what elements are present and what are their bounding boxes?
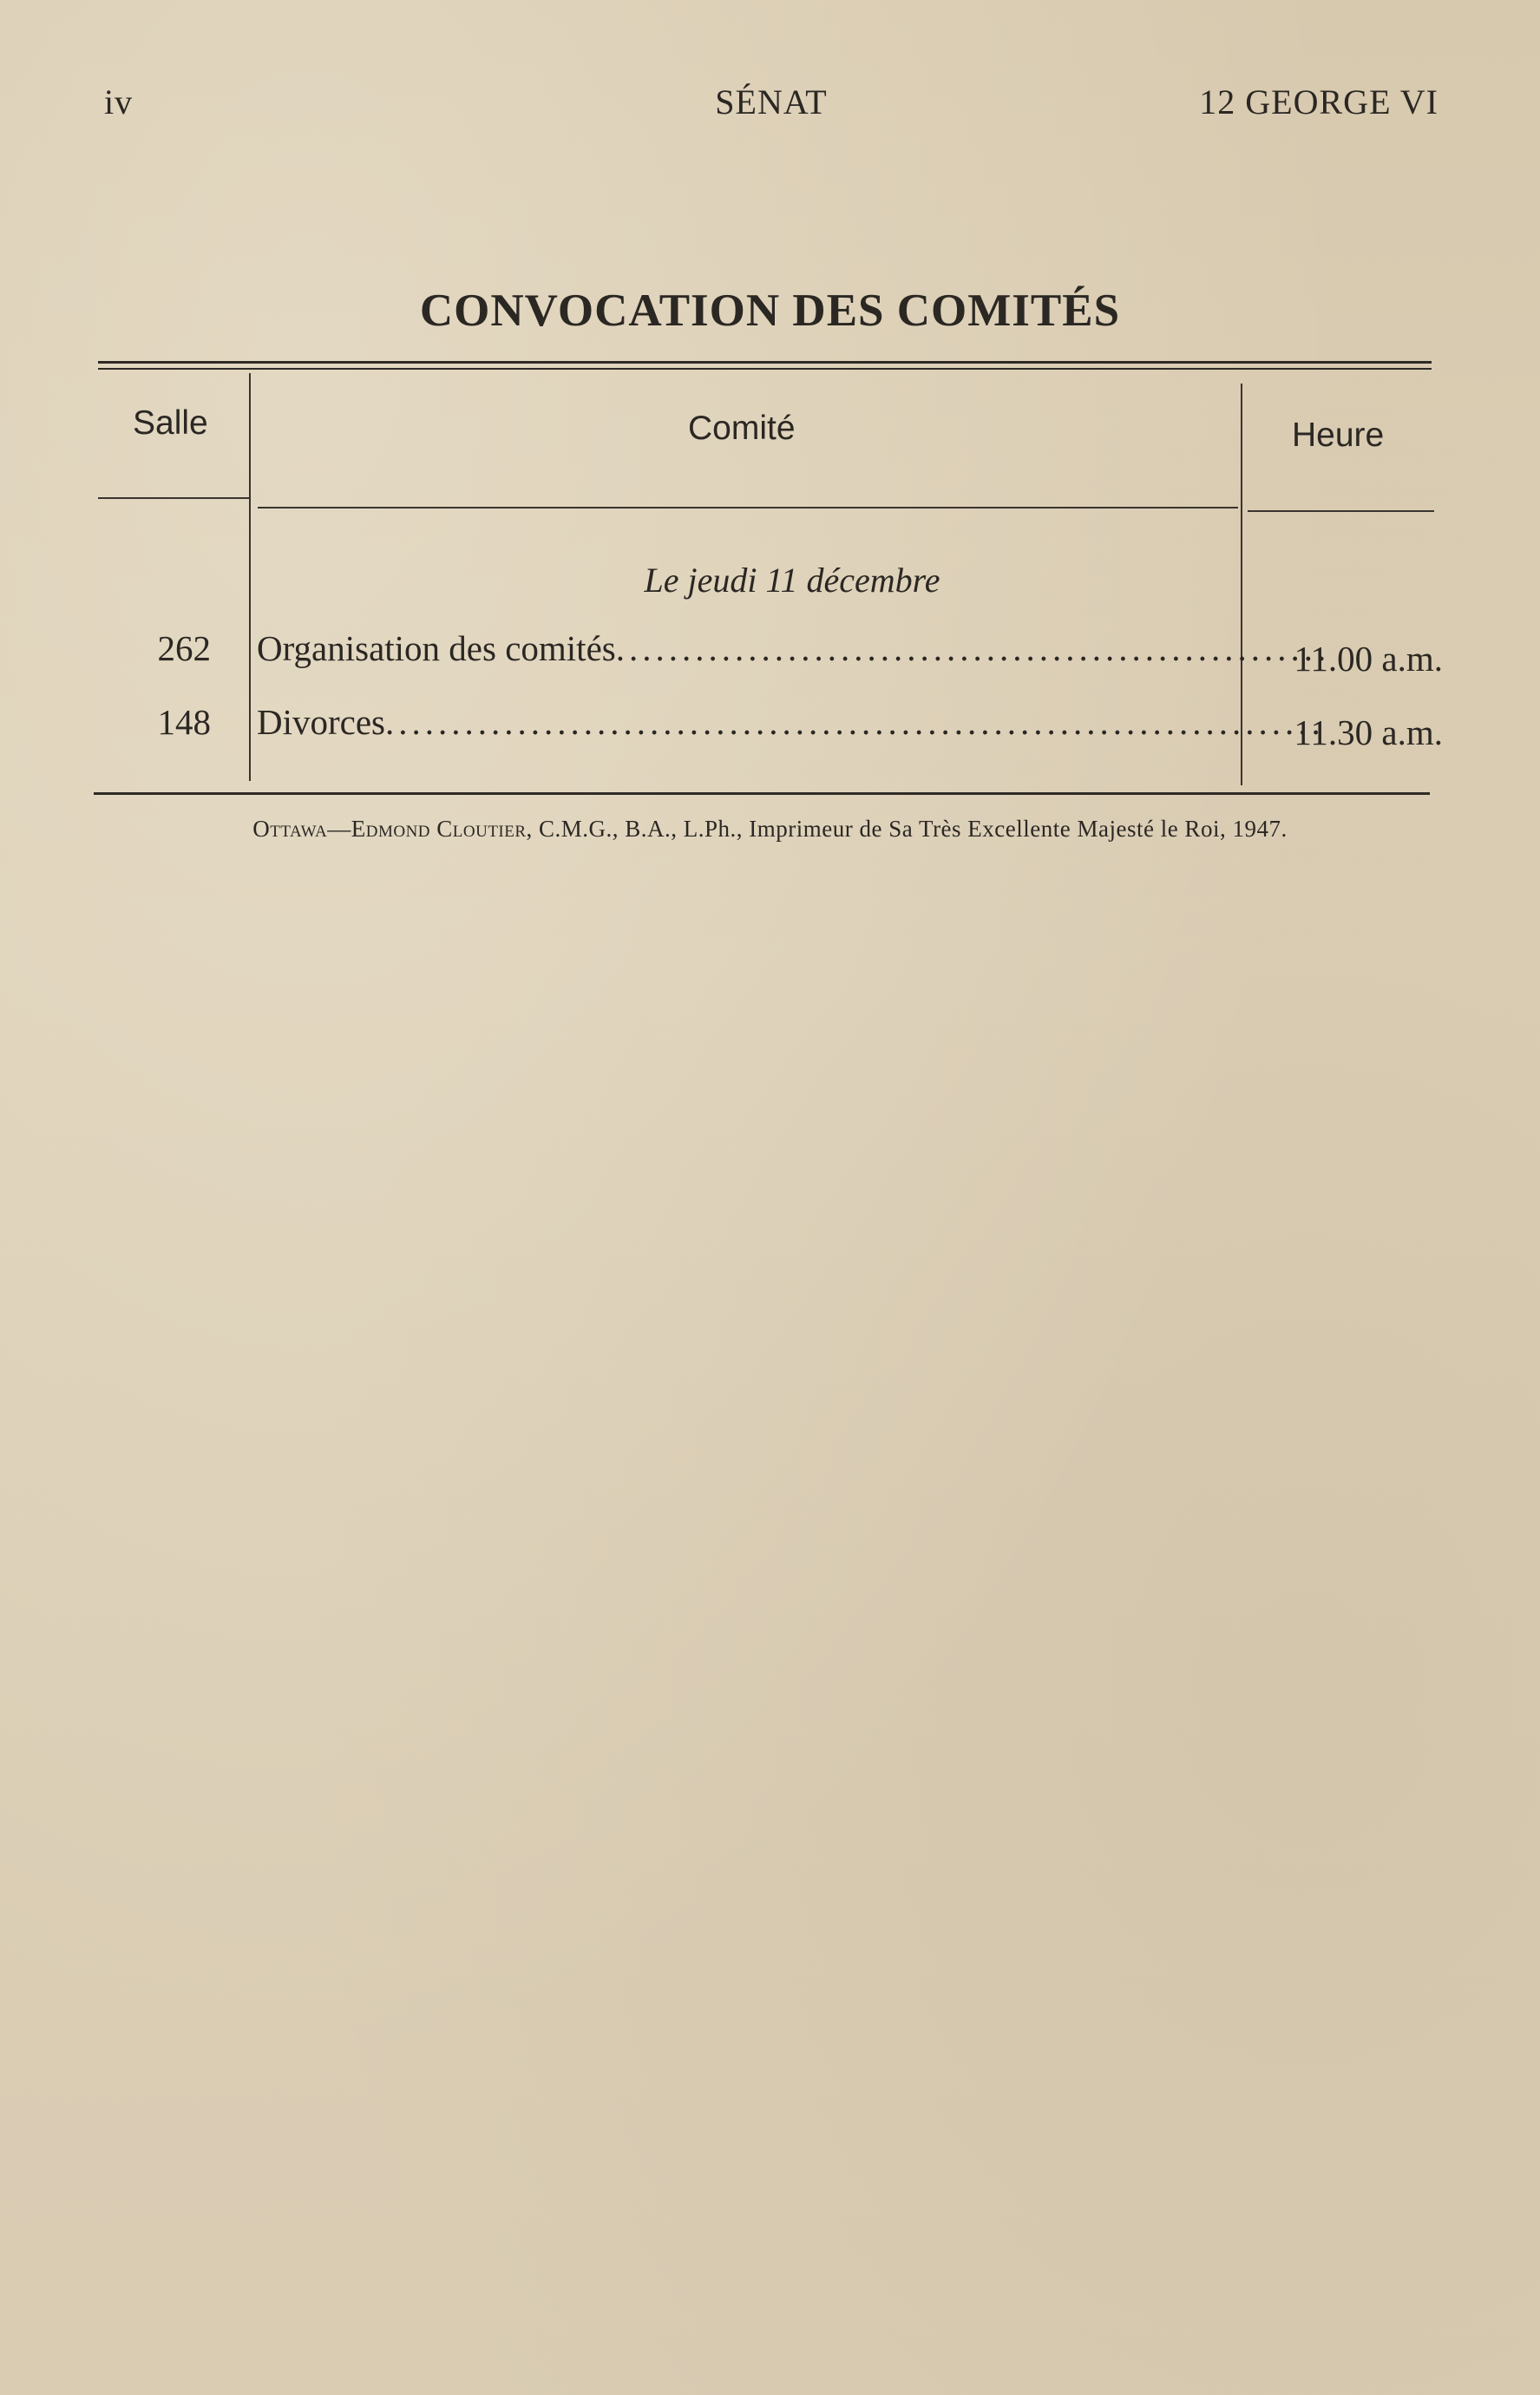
meeting-time: 11.30 a.m. [1294, 712, 1443, 752]
committee-schedule-table [98, 373, 1443, 790]
header-rule-time [1248, 510, 1434, 512]
header-double-rule [98, 361, 1432, 370]
page-number: iv [104, 82, 134, 121]
date-heading: Le jeudi 11 décembre [644, 561, 940, 600]
running-head-center: SÉNAT [715, 82, 828, 121]
table-bottom-rule [94, 792, 1430, 795]
header-rule-room [98, 497, 249, 499]
imprint-printer: Edmond Cloutier [351, 816, 527, 842]
dot-leader [616, 627, 1326, 669]
column-header-time: Heure [1292, 417, 1385, 454]
room-number: 262 [157, 628, 211, 668]
table-row [98, 627, 1443, 679]
committee-name-cell [257, 627, 1326, 669]
dot-leader [385, 701, 1326, 743]
column-header-room: Salle [133, 404, 208, 442]
header-rule-committee [258, 507, 1238, 509]
printer-imprint: Ottawa—Edmond Cloutier, C.M.G., B.A., L.Ph., Imprimeur de Sa Très Excellente Majesté le Roi, 1947. [252, 816, 1288, 842]
page-title: CONVOCATION DES COMITÉS [419, 285, 1121, 336]
table-row [98, 701, 1443, 752]
room-number: 148 [157, 702, 211, 742]
running-head [104, 82, 1438, 134]
meeting-time: 11.00 a.m. [1294, 639, 1443, 679]
committee-name: Divorces [257, 702, 386, 742]
running-head-right: 12 GEORGE VI [1199, 82, 1438, 121]
imprint-details: , C.M.G., B.A., L.Ph., Imprimeur de Sa Très Excellente Majesté le Roi, 1947. [526, 816, 1288, 842]
column-header-committee: Comité [688, 410, 796, 447]
committee-name-cell [257, 701, 1326, 743]
committee-name: Organisation des comités [257, 628, 616, 668]
imprint-city: Ottawa [252, 816, 328, 842]
